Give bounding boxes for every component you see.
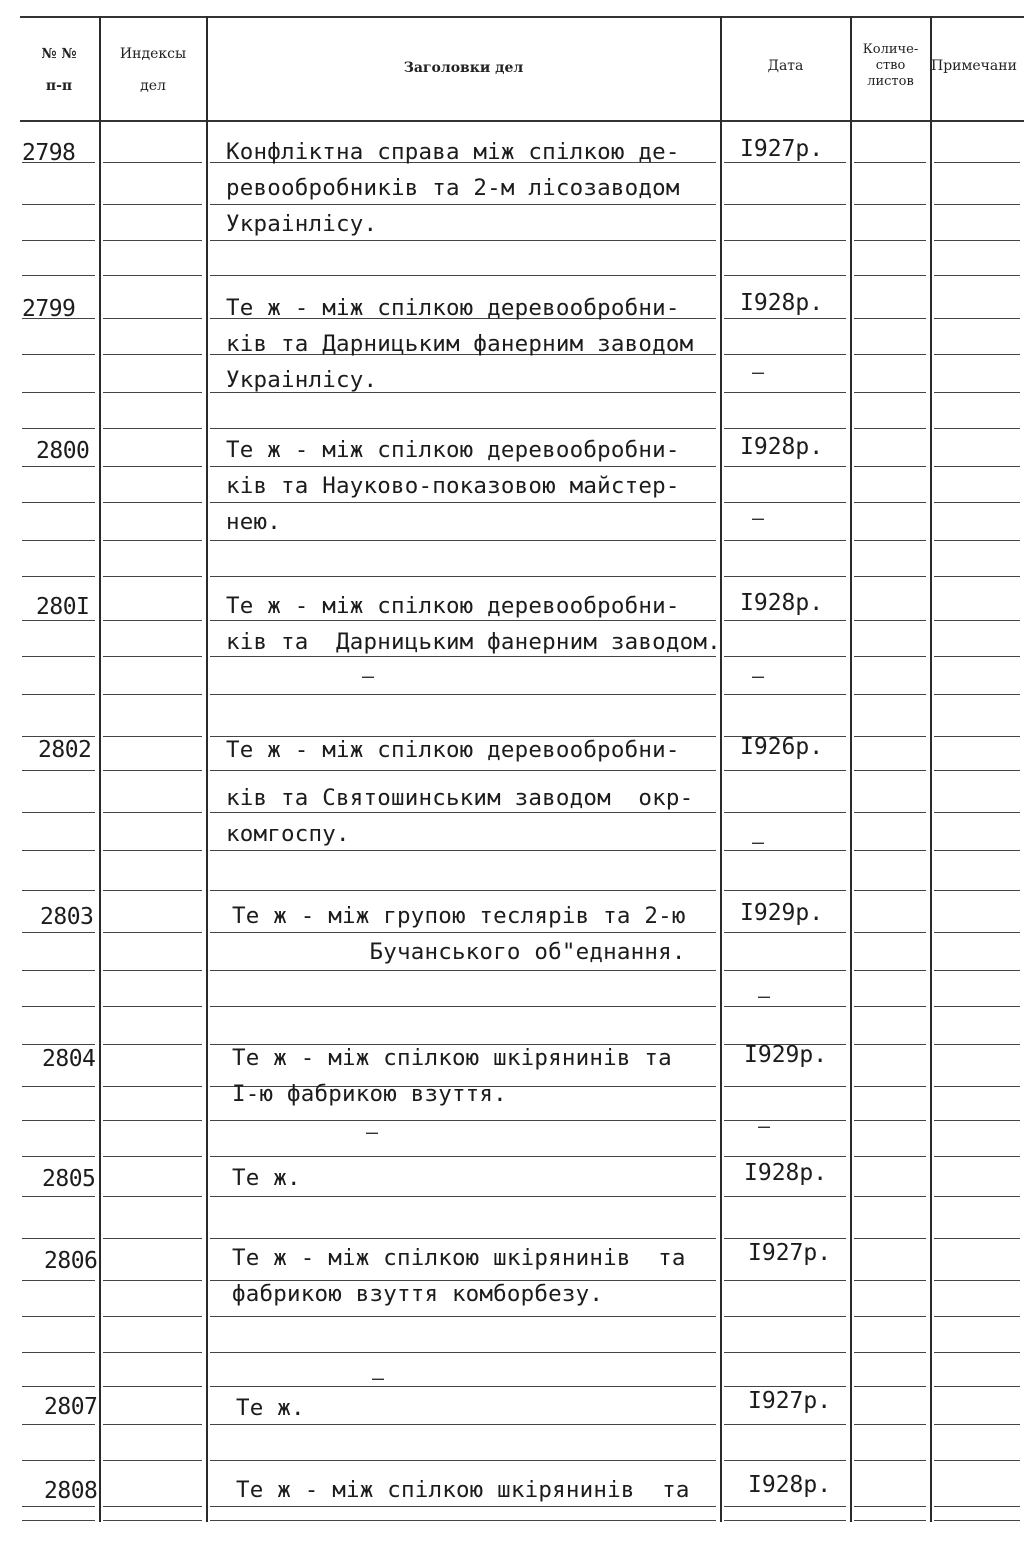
row-title-line: Те ж - мiж спiлкою шкiрянинiв та (232, 1045, 672, 1071)
ruled-line (934, 1460, 1020, 1461)
row-title-line: кiв та Дарницьким фанерним заводом (226, 331, 694, 357)
ruled-line (103, 204, 202, 205)
ruled-line (724, 354, 846, 355)
ruled-line (854, 1120, 926, 1121)
ruled-line (210, 275, 716, 276)
ruled-line (724, 656, 846, 657)
ruled-line (103, 275, 202, 276)
ruled-line (934, 620, 1020, 621)
ruled-line (854, 970, 926, 971)
ruled-line (210, 1316, 716, 1317)
ruled-line (22, 466, 95, 467)
row-title-line: Украiнлiсу. (226, 367, 378, 393)
header-title (207, 16, 720, 120)
ruled-line (210, 1238, 716, 1239)
ruled-line (934, 932, 1020, 933)
ruled-line (22, 1316, 95, 1317)
header-date-text: Дата (767, 58, 804, 74)
ruled-line (103, 656, 202, 657)
ruled-line (724, 1006, 846, 1007)
ruled-line (934, 1120, 1020, 1121)
ruled-line (854, 1352, 926, 1353)
ruled-line (724, 1280, 846, 1281)
row-title-line: фабрикою взуття комборбезу. (232, 1281, 604, 1307)
ruled-line (210, 890, 716, 891)
ruled-line (22, 428, 95, 429)
ruled-line (210, 1196, 716, 1197)
ruled-line (724, 240, 846, 241)
row-date: I926р. (740, 734, 824, 760)
ruled-line (22, 240, 95, 241)
ruled-line (210, 1386, 716, 1387)
ruled-line (854, 392, 926, 393)
ruled-line (103, 354, 202, 355)
ruled-line (103, 1352, 202, 1353)
row-title-line: Те ж - мiж спiлкою деревообробни- (226, 437, 680, 463)
ruled-line (934, 428, 1020, 429)
ruled-line (22, 812, 95, 813)
row-number: 2807 (44, 1394, 98, 1420)
ruled-line (934, 502, 1020, 503)
ruled-line (103, 1460, 202, 1461)
ruled-line (934, 1386, 1020, 1387)
row-date: I928р. (740, 434, 824, 460)
ruled-line (854, 1386, 926, 1387)
row-index-dash: – (362, 664, 375, 688)
ruled-line (854, 1280, 926, 1281)
row-count-dash: – (752, 664, 765, 688)
row-title-line: комгоспу. (226, 821, 350, 847)
row-date: I928р. (740, 290, 824, 316)
ruled-line (22, 1520, 95, 1521)
ruled-line (103, 736, 202, 737)
header-bottom-border (20, 120, 1024, 122)
ruled-line (103, 1196, 202, 1197)
ruled-line (724, 1086, 846, 1087)
ruled-line (724, 1238, 846, 1239)
ruled-line (22, 890, 95, 891)
ruled-line (103, 694, 202, 695)
ruled-line (934, 540, 1020, 541)
header-title-text: Заголовки дел (403, 60, 524, 76)
ruled-line (22, 656, 95, 657)
ruled-line (103, 1424, 202, 1425)
ruled-line (854, 354, 926, 355)
row-title-line: Те ж - мiж спiлкою деревообробни- (226, 737, 680, 763)
ruled-line (724, 318, 846, 319)
ruled-line (103, 1280, 202, 1281)
row-title-line: I-ю фабрикою взуття. (232, 1081, 507, 1107)
row-title-line: Те ж. (232, 1165, 301, 1191)
ruled-line (934, 1044, 1020, 1045)
ruled-line (854, 736, 926, 737)
ruled-line (103, 540, 202, 541)
ruled-line (210, 770, 716, 771)
ruled-line (724, 502, 846, 503)
ruled-line (103, 1120, 202, 1121)
ruled-line (22, 1006, 95, 1007)
ruled-line (210, 1120, 716, 1121)
ruled-line (934, 812, 1020, 813)
header-notes-text: Примечани (931, 58, 1017, 74)
row-title-line: Те ж - мiж групою теслярiв та 2-ю (232, 903, 686, 929)
row-index-dash: – (372, 1366, 385, 1390)
ruled-line (934, 1520, 1020, 1521)
ruled-line (934, 770, 1020, 771)
row-date: I928р. (748, 1472, 832, 1498)
ruled-line (854, 428, 926, 429)
ruled-line (854, 1044, 926, 1045)
ruled-line (854, 502, 926, 503)
ruled-line (854, 656, 926, 657)
ruled-line (22, 1506, 95, 1507)
row-count-dash: – (758, 1114, 771, 1138)
ruled-line (854, 576, 926, 577)
ruled-line (724, 890, 846, 891)
ruled-line (934, 850, 1020, 851)
ruled-line (854, 1156, 926, 1157)
ruled-line (934, 392, 1020, 393)
row-title-line: Бучанського об"еднання. (232, 939, 686, 965)
header-index-line2: дел (140, 78, 166, 94)
row-count-dash: – (752, 506, 765, 530)
ruled-line (22, 850, 95, 851)
ruled-line (103, 1506, 202, 1507)
ruled-line (854, 1506, 926, 1507)
ruled-line (934, 1238, 1020, 1239)
row-date: I927р. (748, 1388, 832, 1414)
ruled-line (22, 932, 95, 933)
ruled-line (724, 1352, 846, 1353)
ruled-line (210, 970, 716, 971)
ruled-line (724, 970, 846, 971)
ruled-line (854, 770, 926, 771)
ruled-line (22, 1086, 95, 1087)
ruled-line (22, 275, 95, 276)
ruled-line (854, 275, 926, 276)
ruled-line (724, 204, 846, 205)
ruled-line (854, 620, 926, 621)
ruled-line (103, 850, 202, 851)
header-index (100, 16, 206, 120)
ruled-line (103, 890, 202, 891)
row-title-line: ревообробникiв та 2-м лiсозаводом (226, 175, 680, 201)
row-date: I929р. (744, 1042, 828, 1068)
ruled-line (724, 1424, 846, 1425)
ruled-line (934, 1086, 1020, 1087)
ruled-line (22, 1460, 95, 1461)
row-title-line: Те ж - мiж спiлкою шкiрянинiв та (236, 1477, 690, 1503)
ruled-line (103, 318, 202, 319)
ruled-line (724, 466, 846, 467)
ruled-line (934, 204, 1020, 205)
row-title-line: кiв та Дарницьким фанерним заводом. (226, 629, 721, 655)
ruled-line (934, 970, 1020, 971)
ruled-line (103, 970, 202, 971)
ruled-line (724, 1316, 846, 1317)
ruled-line (103, 932, 202, 933)
ruled-line (210, 1006, 716, 1007)
row-number: 2803 (40, 904, 94, 930)
ruled-line (854, 466, 926, 467)
ruled-line (210, 1156, 716, 1157)
ruled-line (103, 162, 202, 163)
row-date: I927р. (748, 1240, 832, 1266)
ruled-line (22, 1196, 95, 1197)
ruled-line (103, 1238, 202, 1239)
ruled-line (22, 1386, 95, 1387)
header-num-line2: п-п (45, 78, 73, 94)
ruled-line (934, 240, 1020, 241)
ruled-line (210, 694, 716, 695)
ruled-line (934, 1196, 1020, 1197)
ruled-line (934, 890, 1020, 891)
ruled-line (934, 162, 1020, 163)
ruled-line (103, 576, 202, 577)
ruled-line (854, 1424, 926, 1425)
row-title-line: Те ж - мiж спiлкою деревообробни- (226, 295, 680, 321)
ruled-line (22, 970, 95, 971)
ruled-line (724, 428, 846, 429)
ruled-line (934, 736, 1020, 737)
ruled-line (724, 1386, 846, 1387)
ruled-line (854, 162, 926, 163)
ruled-line (854, 812, 926, 813)
ruled-line (22, 204, 95, 205)
ruled-line (724, 620, 846, 621)
ruled-line (934, 1280, 1020, 1281)
ruled-line (22, 694, 95, 695)
header-notes (931, 16, 1024, 120)
ruled-line (103, 1316, 202, 1317)
column-divider (930, 16, 932, 1522)
ruled-line (934, 354, 1020, 355)
row-number: 2808 (44, 1478, 98, 1504)
ruled-line (103, 1006, 202, 1007)
row-date: I929р. (740, 900, 824, 926)
ruled-line (103, 392, 202, 393)
ruled-line (854, 1316, 926, 1317)
ruled-line (934, 576, 1020, 577)
row-number: 2805 (42, 1166, 96, 1192)
ruled-line (103, 240, 202, 241)
ruled-line (210, 1520, 716, 1521)
ruled-line (934, 1506, 1020, 1507)
row-count-dash: – (752, 830, 765, 854)
ruled-line (934, 656, 1020, 657)
ruled-line (210, 576, 716, 577)
row-number: 2804 (42, 1046, 96, 1072)
ruled-line (103, 502, 202, 503)
ruled-line (724, 1506, 846, 1507)
ruled-line (934, 1352, 1020, 1353)
ruled-line (22, 540, 95, 541)
ruled-line (724, 1520, 846, 1521)
header-date (721, 16, 850, 120)
header-count-line1: Количе- (862, 42, 919, 57)
row-title-line: кiв та Науково-показовою майстер- (226, 473, 680, 499)
ruled-line (22, 620, 95, 621)
ruled-line (724, 576, 846, 577)
ruled-line (724, 275, 846, 276)
ruled-line (934, 1316, 1020, 1317)
ruled-line (854, 1520, 926, 1521)
row-index-dash: – (366, 1120, 379, 1144)
ruled-line (934, 694, 1020, 695)
ruled-line (22, 1352, 95, 1353)
ruled-line (724, 770, 846, 771)
column-divider (99, 16, 101, 1522)
row-number: 2800 (36, 438, 90, 464)
ruled-line (854, 204, 926, 205)
ruled-line (22, 1156, 95, 1157)
ruled-line (934, 275, 1020, 276)
ruled-line (854, 1196, 926, 1197)
ruled-line (854, 540, 926, 541)
row-title-line: кiв та Святошинським заводом окр- (226, 785, 694, 811)
row-date: I928р. (740, 590, 824, 616)
ruled-line (724, 850, 846, 851)
row-number: 280I (36, 594, 90, 620)
ruled-line (103, 770, 202, 771)
column-divider (206, 16, 208, 1522)
ruled-line (22, 392, 95, 393)
row-title-line: Те ж. (236, 1395, 305, 1421)
row-title-line: Те ж - мiж спiлкою деревообробни- (226, 593, 680, 619)
column-divider (850, 16, 852, 1522)
header-num (20, 16, 98, 120)
row-date: I928р. (744, 1160, 828, 1186)
ruled-line (210, 540, 716, 541)
ruled-line (210, 428, 716, 429)
header-count-line3: листов (867, 74, 914, 89)
row-number: 2799 (22, 296, 76, 322)
ruled-line (22, 770, 95, 771)
row-title-line: Те ж - мiж спiлкою шкiрянинiв та (232, 1245, 686, 1271)
ruled-line (210, 1352, 716, 1353)
ruled-line (854, 240, 926, 241)
ruled-line (934, 466, 1020, 467)
ruled-line (22, 576, 95, 577)
ruled-line (724, 1120, 846, 1121)
ruled-line (103, 1156, 202, 1157)
ruled-line (22, 354, 95, 355)
row-count-dash: – (752, 360, 765, 384)
row-title-line: Украiнлiсу. (226, 211, 378, 237)
ruled-line (103, 812, 202, 813)
ruled-line (103, 1386, 202, 1387)
row-date: I927р. (740, 136, 824, 162)
ruled-line (724, 694, 846, 695)
ruled-line (103, 620, 202, 621)
ruled-line (724, 932, 846, 933)
header-num-line1: № № (41, 46, 77, 62)
ruled-line (724, 392, 846, 393)
header-index-line1: Индексы (119, 46, 187, 62)
ruled-line (854, 850, 926, 851)
ruled-line (724, 540, 846, 541)
header-count (851, 16, 930, 120)
ruled-line (103, 1086, 202, 1087)
ruled-line (22, 1238, 95, 1239)
row-title-line: Конфлiктна справа мiж спiлкою де- (226, 139, 680, 165)
ruled-line (724, 162, 846, 163)
ruled-line (724, 812, 846, 813)
ruled-line (103, 1520, 202, 1521)
ruled-line (724, 1196, 846, 1197)
row-count-dash: – (758, 984, 771, 1008)
ruled-line (854, 318, 926, 319)
ruled-line (103, 1044, 202, 1045)
ruled-line (210, 1460, 716, 1461)
ruled-line (724, 1156, 846, 1157)
ruled-line (854, 694, 926, 695)
ruled-line (854, 1238, 926, 1239)
ruled-line (22, 1280, 95, 1281)
ruled-line (854, 932, 926, 933)
ruled-line (934, 1156, 1020, 1157)
ruled-line (103, 428, 202, 429)
row-number: 2798 (22, 140, 76, 166)
ruled-line (22, 1120, 95, 1121)
ruled-line (934, 318, 1020, 319)
ruled-line (22, 1044, 95, 1045)
ruled-line (22, 1424, 95, 1425)
ruled-line (854, 890, 926, 891)
header-count-line2: ство (875, 58, 906, 73)
ruled-line (103, 466, 202, 467)
ruled-line (854, 1086, 926, 1087)
ruled-line (22, 502, 95, 503)
ruled-line (934, 1006, 1020, 1007)
row-number: 2806 (44, 1248, 98, 1274)
ruled-line (854, 1460, 926, 1461)
row-number: 2802 (38, 737, 92, 763)
ruled-line (854, 1006, 926, 1007)
ruled-line (934, 1424, 1020, 1425)
row-title-line: нею. (226, 509, 281, 535)
ruled-line (724, 1460, 846, 1461)
